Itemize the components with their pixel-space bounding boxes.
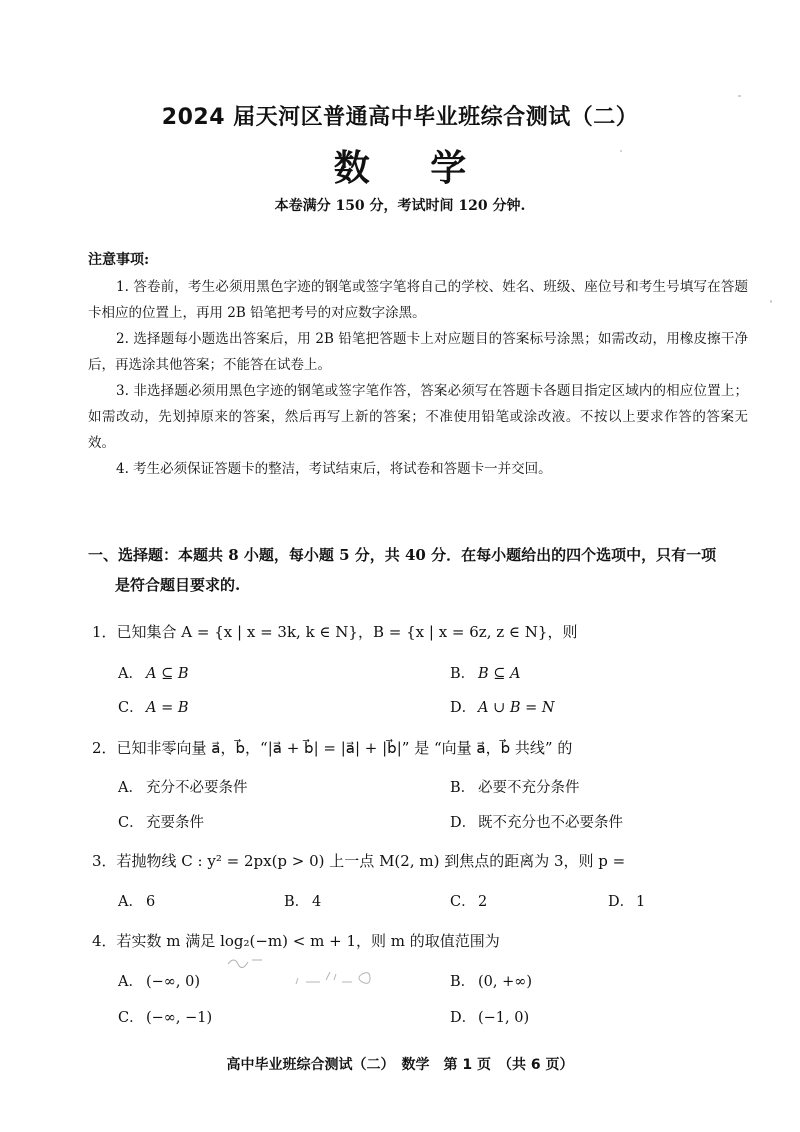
option-text: 必要不充分条件 (478, 780, 580, 796)
q1-option-a (118, 662, 189, 683)
option-text: A ⊆ B (146, 666, 189, 682)
q1-option-d (450, 696, 555, 717)
section-line-1: 一、选择题：本题共 8 小题，每小题 5 分，共 40 分．在每小题给出的四个选项中，只有一项 (88, 546, 717, 564)
q2-option-a (118, 776, 248, 797)
q1-option-b (450, 662, 521, 683)
option-text: A ∪ B = N (478, 700, 555, 716)
question-4-stem: 4．若实数 m 满足 log₂(−m) < m + 1，则 m 的取值范围为 (92, 932, 500, 950)
exam-title: 2024 届天河区普通高中毕业班综合测试（二） (161, 105, 639, 130)
section-line-2: 是符合题目要求的. (115, 576, 241, 594)
option-text: 2 (478, 894, 488, 910)
scan-speck (770, 300, 772, 303)
option-text: 4 (312, 894, 322, 910)
option-label: C． (118, 815, 144, 831)
option-text: B ⊆ A (478, 666, 521, 682)
q3-option-c (450, 890, 487, 911)
option-text: (−∞, 0) (146, 974, 200, 990)
question-2-stem: 2．已知非零向量 a⃗，b⃗，“|a⃗ + b⃗| = |a⃗| + |b⃗|” 是 “向量 a⃗，b⃗ 共线” 的 (92, 739, 573, 757)
notes-heading: 注意事项: (88, 252, 150, 268)
section-heading (88, 540, 758, 600)
option-label: D． (450, 700, 477, 716)
q4-option-a (118, 970, 200, 991)
option-label: C． (118, 1010, 144, 1026)
note-item: 4. 考生必须保证答题卡的整洁，考试结束后，将试卷和答题卡一并交回。 (116, 461, 552, 477)
option-text: (−1, 0) (478, 1010, 530, 1026)
score-info: 本卷满分 150 分，考试时间 120 分钟. (274, 198, 526, 214)
option-label: C． (450, 894, 476, 910)
notes-list (88, 274, 748, 482)
q3-option-b (284, 890, 321, 911)
q2-option-d (450, 811, 623, 832)
subject-title: 数 学 (333, 148, 491, 189)
option-text: 既不充分也不必要条件 (478, 815, 623, 831)
option-label: A． (118, 780, 143, 796)
option-text: 6 (146, 894, 156, 910)
pencil-scribble (222, 950, 412, 994)
note-item: 1. 答卷前，考生必须用黑色字迹的钢笔或签字笔将自己的学校、姓名、班级、座位号和考生号填写在答题卡相应的位置上，再用 2B 铅笔把考号的对应数字涂黑。 (88, 279, 748, 321)
note-item: 2. 选择题每小题选出答案后，用 2B 铅笔把答题卡上对应题目的答案标号涂黑；如需改动，用橡皮擦干净后，再选涂其他答案；不能答在试卷上。 (88, 331, 748, 373)
q2-option-c (118, 811, 204, 832)
option-label: B． (284, 894, 310, 910)
option-label: B． (450, 974, 476, 990)
option-label: B． (450, 780, 476, 796)
q1-option-c (118, 696, 189, 717)
q2-option-b (450, 776, 580, 797)
option-label: D． (450, 815, 477, 831)
option-label: A． (118, 974, 143, 990)
option-text: A = B (146, 700, 189, 716)
q4-option-b (450, 970, 532, 991)
q3-option-d (608, 890, 645, 911)
option-text: 1 (636, 894, 646, 910)
note-item: 3. 非选择题必须用黑色字迹的钢笔或签字笔作答，答案必须写在答题卡各题目指定区域内的相应位置上；如需改动，先划掉原来的答案，然后再写上新的答案；不准使用铅笔或涂改液。不按以上要求作答的答案无效。 (88, 383, 748, 451)
option-label: B． (450, 666, 476, 682)
option-label: A． (118, 894, 143, 910)
option-text: (0, +∞) (478, 974, 532, 990)
option-label: C． (118, 700, 144, 716)
q4-option-c (118, 1006, 212, 1027)
question-3-stem: 3．若抛物线 C : y² = 2px(p > 0) 上一点 M(2, m) 到焦点的距离为 3，则 p = (92, 852, 626, 870)
question-1-stem: 1．已知集合 A = {x | x = 3k, k ∈ N}，B = {x | x = 6z, z ∈ N}，则 (92, 623, 578, 641)
page-footer: 高中毕业班综合测试（二） 数学 第 1 页 （共 6 页） (226, 1057, 574, 1073)
option-label: D． (450, 1010, 477, 1026)
q3-option-a (118, 890, 155, 911)
option-label: A． (118, 666, 143, 682)
option-text: 充要条件 (146, 815, 204, 831)
scan-speck (738, 95, 741, 97)
option-text: (−∞, −1) (146, 1010, 213, 1026)
option-text: 充分不必要条件 (146, 780, 248, 796)
q4-option-d (450, 1006, 529, 1027)
option-label: D． (608, 894, 635, 910)
